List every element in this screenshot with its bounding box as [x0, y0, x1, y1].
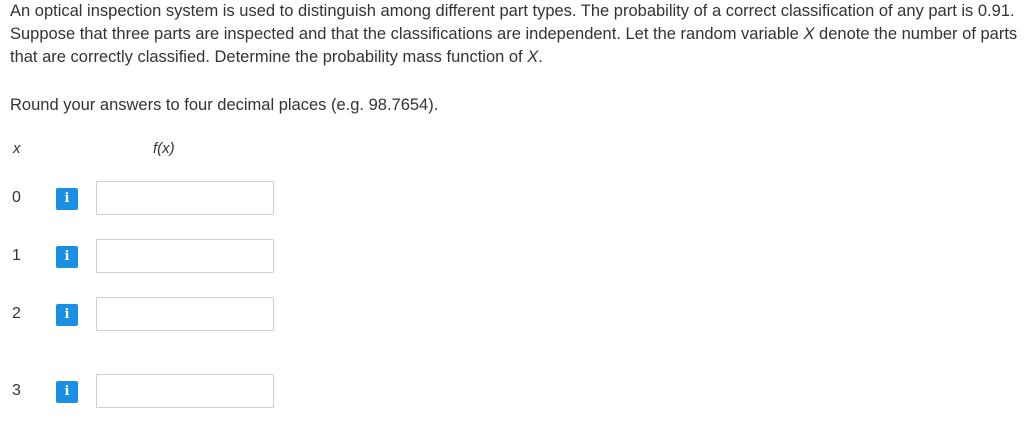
row-x-value: 2 — [12, 305, 21, 322]
info-icon[interactable]: i — [56, 188, 78, 210]
row-x-value: 1 — [12, 247, 21, 264]
question-text-part-2: denote the number of parts that are correctly classified. Determine the probability mass function of — [10, 25, 1018, 66]
rounding-instruction: Round your answers to four decimal places (e.g. 98.7654). — [10, 96, 439, 114]
row-x-value: 3 — [12, 382, 21, 399]
fx-answer-input[interactable] — [96, 181, 274, 215]
row-x-value: 0 — [12, 189, 21, 206]
table-row — [0, 297, 300, 333]
fx-answer-input[interactable] — [96, 239, 274, 273]
column-header-x: x — [13, 140, 21, 157]
question-text-part-1: An optical inspection system is used to distinguish among different part types. The probability of a correct classification of any part is 0.91. Suppose that three parts are inspected and that the classifications are independent. Let the random variable — [10, 2, 1015, 43]
column-header-fx: f(x) — [153, 140, 175, 157]
info-icon[interactable]: i — [56, 246, 78, 268]
table-row — [0, 181, 300, 217]
question-text-end: . — [538, 48, 543, 66]
info-icon[interactable]: i — [56, 381, 78, 403]
variable-x: X — [527, 48, 539, 66]
fx-answer-input[interactable] — [96, 297, 274, 331]
fx-answer-input[interactable] — [96, 374, 274, 408]
table-row — [0, 239, 300, 275]
question-text — [10, 0, 1026, 69]
table-row — [0, 374, 300, 410]
info-icon[interactable]: i — [56, 304, 78, 326]
variable-x: X — [803, 25, 815, 43]
